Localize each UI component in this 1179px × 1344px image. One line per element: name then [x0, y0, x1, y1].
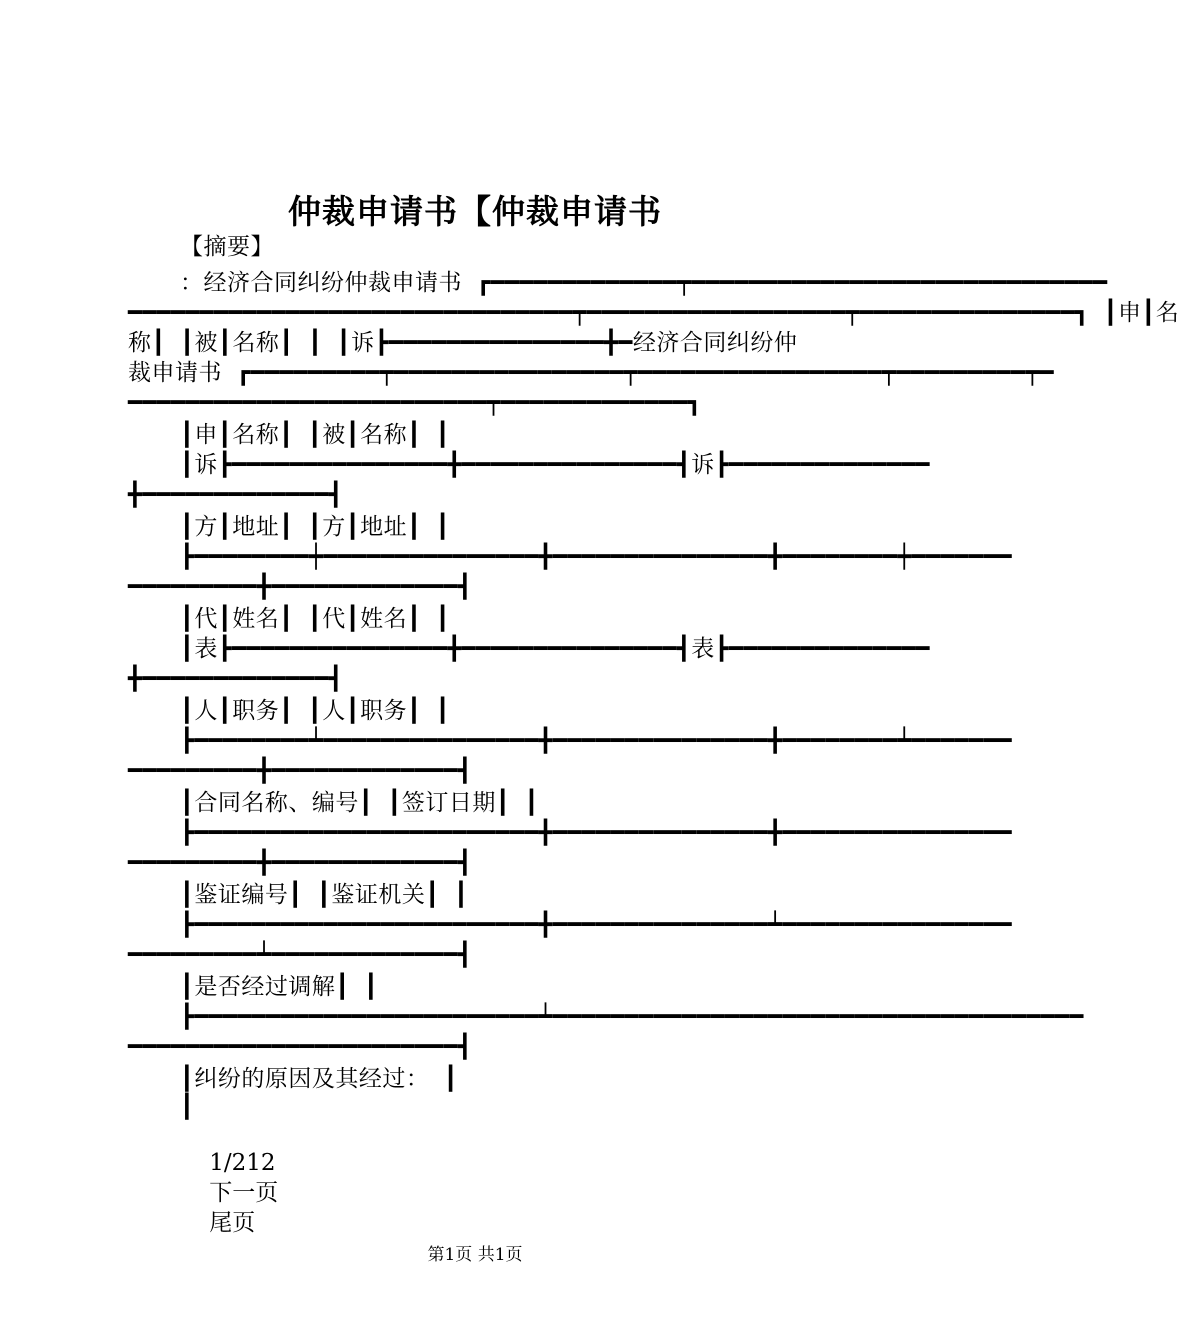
document-line: ┃方┃地址┃ ┃方┃地址┃ ┃: [180, 514, 451, 540]
document-line: ┃是否经过调解┃ ┃: [180, 974, 379, 1000]
page-footer: 第1页 共1页: [427, 1245, 523, 1265]
document-line: ━━━━━━━━━━━━━━━━━━━━━━━━━┯━━━━━━━━━━━━━┓: [128, 390, 702, 416]
document-line: ╋━━━━━━━━━━━━━┫: [128, 482, 344, 508]
document-line: ┣━━━━━━━━━━━━━━━━━━━━━━━━╋━━━━━━━━━━━━━━━┷━━━━━━━━━━━━━━━━: [180, 912, 1013, 938]
document-line: ━━━━━━━━━━━━━━━━━━━━━━━┫: [128, 1034, 473, 1060]
document-line: 称┃ ┃被┃名称┃ ┃ ┃诉┣━━━━━━━━━━━━━━━╋━经济合同纠纷仲: [128, 330, 798, 356]
document-line: 裁申请书 ┏━━━━━━━━━┯━━━━━━━━━━━━━━━━┯━━━━━━━━━━━━━━━━━┯━━━━━━━━━┯━: [128, 360, 1055, 386]
document-line: ╋━━━━━━━━━━━━━┫: [128, 666, 344, 692]
document-line: ━━━━━━━━━━━━━━━━━━━━━━━━━━━━━━━┯━━━━━━━━━━━━━━━━━━┯━━━━━━━━━━━━━━━┓ ┃申┃名: [128, 300, 1179, 326]
document-line: ┃: [180, 1094, 195, 1120]
document-line: ┣━━━━━━━━━━━━━━━━━━━━━━━━╋━━━━━━━━━━━━━━━╋━━━━━━━━━━━━━━━━: [180, 820, 1013, 846]
document-line: ━━━━━━━━━╋━━━━━━━━━━━━━┫: [128, 574, 473, 600]
next-page-link[interactable]: 下一页: [209, 1180, 279, 1206]
document-line: ┣━━━━━━━━┷━━━━━━━━━━━━━━━╋━━━━━━━━━━━━━━━╋━━━━━━━━┷━━━━━━━: [180, 728, 1013, 754]
document-line: ━━━━━━━━━╋━━━━━━━━━━━━━┫: [128, 850, 473, 876]
document-line: ┃代┃姓名┃ ┃代┃姓名┃ ┃: [180, 606, 451, 632]
document-line: ┣━━━━━━━━┿━━━━━━━━━━━━━━━╋━━━━━━━━━━━━━━━╋━━━━━━━━┿━━━━━━━: [180, 544, 1013, 570]
last-page-link[interactable]: 尾页: [209, 1210, 256, 1236]
document-line: ┃申┃名称┃ ┃被┃名称┃ ┃: [180, 422, 451, 448]
document-line: ┃诉┣━━━━━━━━━━━━━━━╋━━━━━━━━━━━━━━━┫诉┣━━━━━━━━━━━━━━: [180, 452, 931, 478]
document-line: ┃合同名称、编号┃ ┃签订日期┃ ┃: [180, 790, 539, 816]
document-line: ┃表┣━━━━━━━━━━━━━━━╋━━━━━━━━━━━━━━━┫表┣━━━━━━━━━━━━━━: [180, 636, 931, 662]
document-line: ━━━━━━━━━╋━━━━━━━━━━━━━┫: [128, 758, 473, 784]
document-title: 仲裁申请书【仲裁申请书: [288, 192, 662, 231]
document-line: 【摘要】: [180, 234, 274, 260]
document-line: ：经济合同纠纷仲裁申请书 ┏━━━━━━━━━━━━━┯━━━━━━━━━━━━━━━━━━━━━━━━━━━━━: [180, 270, 1108, 296]
document-line: ┃人┃职务┃ ┃人┃职务┃ ┃: [180, 698, 451, 724]
document-line: ━━━━━━━━━┷━━━━━━━━━━━━━┫: [128, 942, 473, 968]
document-line: ┃鉴证编号┃ ┃鉴证机关┃ ┃: [180, 882, 469, 908]
document-line: ┃纠纷的原因及其经过： ┃: [180, 1066, 459, 1092]
page-indicator: 1/212: [209, 1150, 276, 1176]
document-line: ┣━━━━━━━━━━━━━━━━━━━━━━━━┷━━━━━━━━━━━━━━━━━━━━━━━━━━━━━━━━━━━━━: [180, 1004, 1084, 1030]
